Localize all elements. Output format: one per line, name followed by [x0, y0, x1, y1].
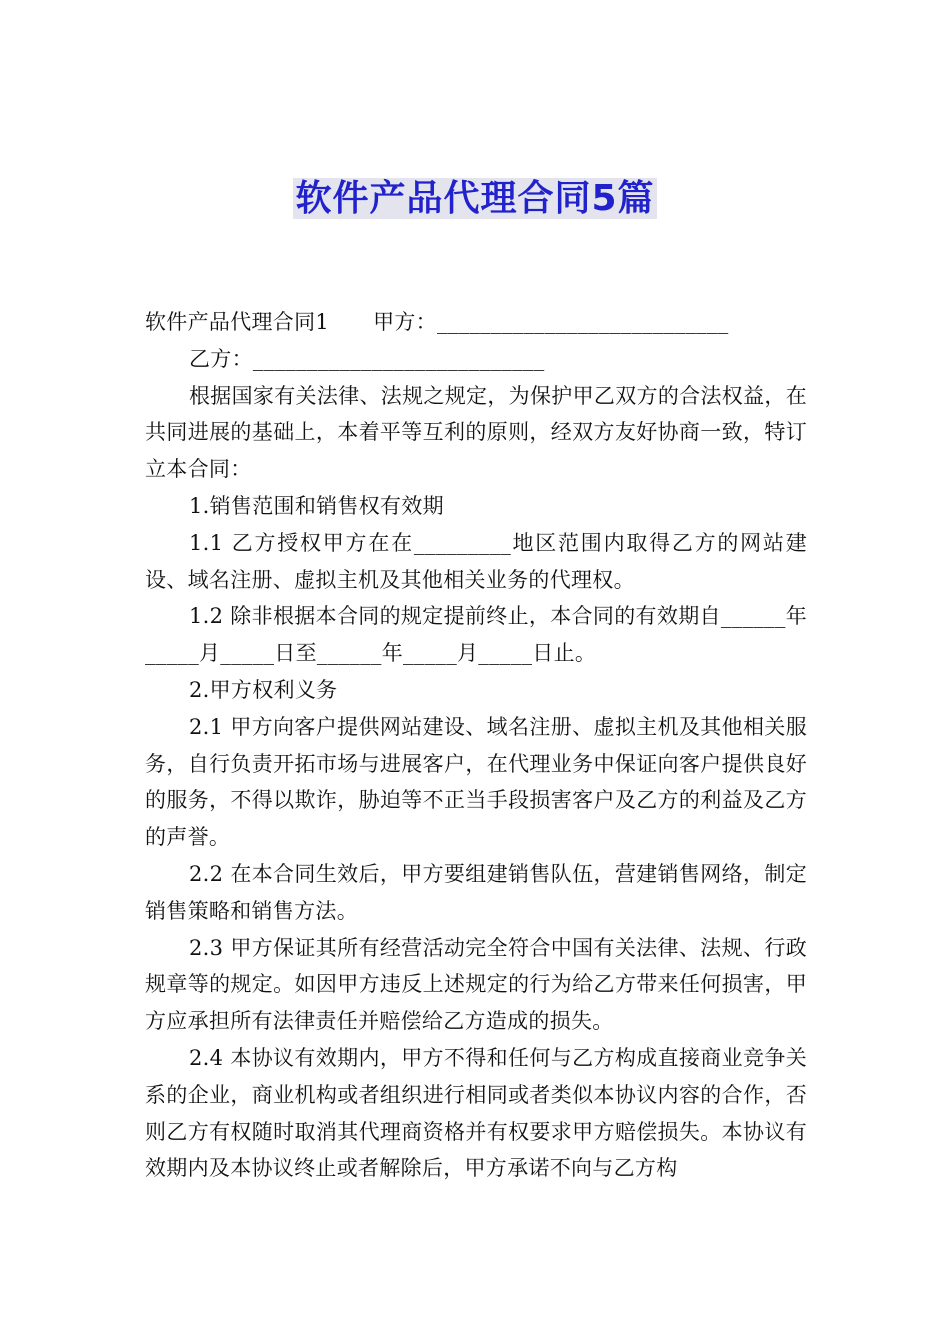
clause-2-1: 2.1 甲方向客户提供网站建设、域名注册、虚拟主机及其他相关服务，自行负责开拓市场与进展客户，在代理业务中保证向客户提供良好的服务，不得以欺诈，胁迫等不正当手段损害客户及乙方的利益及乙方的声誉。	[145, 714, 807, 850]
section-heading-2: 2.甲方权利义务	[189, 677, 338, 702]
contract-name: 软件产品代理合同1	[145, 310, 330, 334]
clause-1-2: 1.2 除非根据本合同的规定提前终止，本合同的有效期自______年_____月_____日至______年_____月_____日止。	[145, 604, 807, 666]
section-heading-1: 1.销售范围和销售权有效期	[189, 493, 444, 518]
document-title-text: 软件产品代理合同5篇	[295, 178, 655, 219]
clause-2-3: 2.3 甲方保证其所有经营活动完全符合中国有关法律、法规、行政规章等的规定。如因甲方违反上述规定的行为给乙方带来任何损害，甲方应承担所有法律责任并赔偿给乙方造成的损失。	[145, 935, 807, 1034]
clause-1-1: 1.1 乙方授权甲方在在_________地区范围内取得乙方的网站建设、域名注册、虚拟主机及其他相关业务的代理权。	[145, 530, 807, 592]
document-title	[0, 174, 950, 224]
clause-2-2: 2.2 在本合同生效后，甲方要组建销售队伍，营建销售网络，制定销售策略和销售方法。	[145, 861, 807, 923]
header-line	[145, 304, 807, 341]
party-a-field: 甲方：___________________________	[373, 310, 729, 334]
document-body	[145, 304, 807, 1187]
clause-2-4: 2.4 本协议有效期内，甲方不得和任何与乙方构成直接商业竞争关系的企业，商业机构或者组织进行相同或者类似本协议内容的合作，否则乙方有权随时取消其代理商资格并有权要求甲方赔偿损失。本协议有效期内及本协议终止或者解除后，甲方承诺不向与乙方构	[145, 1045, 807, 1181]
preamble-paragraph: 根据国家有关法律、法规之规定，为保护甲乙双方的合法权益，在共同进展的基础上，本着平等互利的原则，经双方友好协商一致，特订立本合同：	[145, 383, 807, 482]
party-b-field: 乙方：___________________________	[189, 346, 545, 371]
